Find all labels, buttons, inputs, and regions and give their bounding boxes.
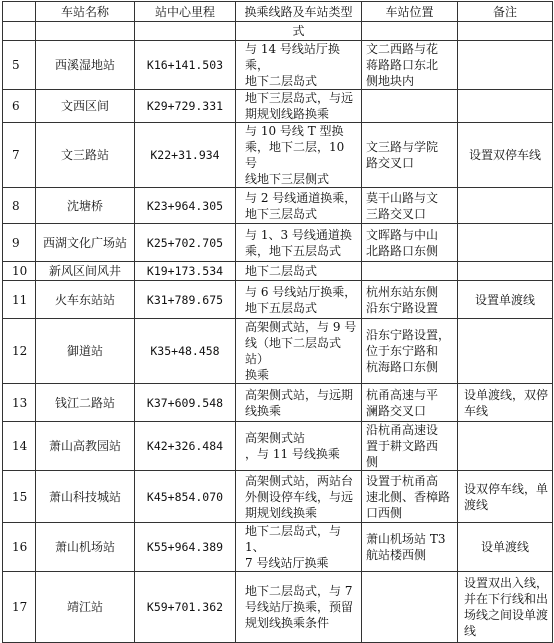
station-note — [458, 471, 553, 523]
station-mileage-text: K59+701.362 — [146, 600, 224, 614]
station-mileage-text: K22+31.934 — [150, 148, 220, 162]
station-position — [362, 523, 458, 572]
station-note-text: 设置单渡线 — [474, 292, 535, 307]
header-name: 车站名称 — [36, 2, 135, 22]
station-name — [36, 281, 135, 319]
station-mileage — [135, 123, 236, 188]
station-number-text: 14 — [12, 439, 28, 453]
station-transfer-text: 地下二层岛式，与 7 号线站厅换乘，预留 规划线换乘条件 — [245, 584, 354, 630]
station-position — [362, 572, 458, 643]
station-name — [36, 422, 135, 471]
station-name — [36, 123, 135, 188]
station-number — [3, 572, 36, 643]
station-transfer — [236, 123, 362, 188]
table-row — [3, 422, 553, 471]
station-mileage-text: K16+141.503 — [146, 58, 224, 72]
station-transfer — [236, 281, 362, 319]
station-number-text: 12 — [12, 344, 28, 358]
header-row — [3, 2, 553, 22]
station-position — [362, 384, 458, 422]
station-mileage — [135, 384, 236, 422]
station-position-text: 沿东宁路设置， 位于东宁路和 杭海路口东侧 — [366, 328, 451, 374]
station-number-text: 7 — [12, 148, 20, 162]
table-row — [3, 41, 553, 90]
station-mileage — [135, 572, 236, 643]
continued-row — [3, 22, 553, 41]
station-position-text: 设置于杭甬高 速北侧、香樟路 口西侧 — [366, 473, 451, 520]
station-position-text: 杭甬高速与平 澜路交叉口 — [366, 387, 439, 418]
station-note — [458, 90, 553, 123]
station-note — [458, 224, 553, 262]
station-number-text: 17 — [12, 600, 28, 614]
station-name — [36, 319, 135, 384]
station-mileage — [135, 319, 236, 384]
station-transfer — [236, 224, 362, 262]
station-number — [3, 319, 36, 384]
station-note-text: 设置双停车线 — [468, 148, 541, 162]
station-name — [36, 90, 135, 123]
table-row — [3, 123, 553, 188]
table-row — [3, 572, 553, 643]
header-transfer: 换乘线路及车站类型 — [236, 2, 362, 22]
station-transfer-text: 高架侧式站，两站台 外侧设停车线，与远 期规划线换乘 — [245, 473, 354, 520]
station-name-text: 钱江二路站 — [54, 395, 115, 410]
station-transfer-text: 高架侧式站，与 9 号 线（地下二层岛式站） 换乘 — [245, 320, 357, 382]
station-name — [36, 572, 135, 643]
station-note-text: 设置双出入线， 并在下行线和出 场线之间设单渡 线 — [464, 576, 549, 638]
station-position — [362, 319, 458, 384]
station-mileage-text: K23+964.305 — [146, 198, 224, 213]
station-mileage-text: K37+609.548 — [146, 395, 224, 410]
station-name — [36, 188, 135, 224]
station-position — [362, 471, 458, 523]
station-name — [36, 384, 135, 422]
station-position — [362, 41, 458, 90]
station-transfer-text: 与 6 号线站厅换乘， 地下五层岛式 — [245, 284, 357, 315]
table-row — [3, 224, 553, 262]
station-mileage-text: K42+326.484 — [146, 439, 224, 453]
station-name-text: 文西区间 — [60, 99, 109, 113]
station-note-text: 设单渡线 — [480, 540, 529, 554]
station-number-text: 10 — [12, 264, 28, 278]
table-row — [3, 281, 553, 319]
station-table — [2, 1, 553, 643]
station-position — [362, 123, 458, 188]
station-name — [36, 471, 135, 523]
station-note — [458, 572, 553, 643]
station-number — [3, 262, 36, 281]
continued-transfer: 式 — [236, 22, 362, 41]
station-position-text: 文三路与学院 路交叉口 — [366, 140, 439, 170]
station-note — [458, 123, 553, 188]
table-row — [3, 188, 553, 224]
station-mileage — [135, 262, 236, 281]
station-position — [362, 422, 458, 471]
station-name-text: 萧山高教园站 — [48, 439, 121, 453]
station-name — [36, 41, 135, 90]
station-note — [458, 262, 553, 281]
station-mileage-text: K55+964.389 — [146, 540, 224, 554]
station-name-text: 萧山科技城站 — [48, 489, 121, 504]
table-row — [3, 90, 553, 123]
station-note — [458, 281, 553, 319]
station-mileage — [135, 422, 236, 471]
station-transfer — [236, 422, 362, 471]
station-transfer-text: 与 2 号线通道换乘， 地下三层岛式 — [245, 190, 357, 221]
station-name-text: 靖江站 — [66, 600, 103, 614]
station-note — [458, 319, 553, 384]
station-position — [362, 90, 458, 123]
station-number — [3, 384, 36, 422]
station-number-text: 5 — [12, 58, 20, 72]
station-position — [362, 188, 458, 224]
station-name-text: 沈塘桥 — [66, 198, 103, 213]
station-number-text: 16 — [12, 540, 28, 554]
station-position-text: 杭州东站东侧 沿东宁路设置 — [366, 284, 439, 315]
station-number — [3, 281, 36, 319]
station-name-text: 西湖文化广场站 — [42, 235, 127, 250]
station-transfer-text: 高架侧式站，与远期 线换乘 — [245, 387, 354, 418]
station-number-text: 15 — [12, 489, 28, 504]
station-mileage — [135, 224, 236, 262]
header-no — [3, 2, 36, 22]
station-mileage — [135, 90, 236, 123]
station-number — [3, 90, 36, 123]
station-mileage — [135, 188, 236, 224]
header-position: 车站位置 — [362, 2, 458, 22]
station-number — [3, 523, 36, 572]
station-transfer — [236, 90, 362, 123]
station-note — [458, 523, 553, 572]
station-mileage — [135, 281, 236, 319]
station-transfer-text: 地下二层岛式 — [245, 264, 318, 278]
station-name-text: 文三路站 — [60, 148, 109, 162]
station-transfer-text: 与 14 号线站厅换乘， 地下二层岛式 — [245, 42, 340, 88]
station-name-text: 火车东站站 — [54, 292, 115, 307]
station-mileage-text: K19+173.534 — [146, 264, 224, 278]
station-position-text: 莫干山路与文 三路交叉口 — [366, 190, 439, 221]
station-name — [36, 262, 135, 281]
station-transfer — [236, 523, 362, 572]
header-note: 备注 — [458, 2, 553, 22]
station-note — [458, 41, 553, 90]
station-transfer — [236, 262, 362, 281]
table-row — [3, 384, 553, 422]
header-mileage: 站中心里程 — [135, 2, 236, 22]
station-number — [3, 471, 36, 523]
station-note-text: 设双停车线，单 渡线 — [464, 481, 549, 512]
station-transfer — [236, 188, 362, 224]
station-transfer — [236, 572, 362, 643]
station-mileage-text: K35+48.458 — [150, 344, 220, 358]
station-number — [3, 422, 36, 471]
station-transfer — [236, 319, 362, 384]
station-position — [362, 262, 458, 281]
station-name-text: 御道站 — [66, 344, 103, 358]
table-row — [3, 523, 553, 572]
station-number-text: 9 — [12, 235, 20, 250]
station-mileage — [135, 41, 236, 90]
station-position — [362, 224, 458, 262]
station-number-text: 6 — [12, 99, 20, 113]
station-position-text: 文晖路与中山 北路路口东侧 — [366, 227, 439, 258]
station-mileage — [135, 471, 236, 523]
station-number — [3, 224, 36, 262]
station-name — [36, 523, 135, 572]
station-name-text: 新风区间风井 — [48, 264, 121, 278]
station-mileage — [135, 523, 236, 572]
station-mileage-text: K45+854.070 — [146, 489, 224, 504]
station-position-text: 文二西路与花 蒋路路口东北 侧地块内 — [366, 42, 439, 88]
station-mileage-text: K31+789.675 — [146, 292, 224, 307]
station-number — [3, 41, 36, 90]
station-note — [458, 384, 553, 422]
station-transfer-text: 与 1、3 号线通道换 乘，地下五层岛式 — [245, 227, 352, 258]
station-position — [362, 281, 458, 319]
station-name-text: 西溪湿地站 — [54, 58, 115, 72]
station-position-text: 沿杭甬高速设 置于耕文路西 侧 — [366, 423, 439, 469]
station-note-text: 设单渡线，双停 车线 — [464, 387, 549, 418]
station-transfer-text: 与 10 号线 T 型换 乘，地下二层，10 号 线地下三层侧式 — [245, 124, 345, 186]
station-name-text: 萧山机场站 — [54, 540, 115, 554]
table-row — [3, 319, 553, 384]
station-mileage-text: K29+729.331 — [146, 99, 224, 113]
station-transfer-text: 高架侧式站 ，与 11 号线换乘 — [245, 431, 340, 461]
table-row — [3, 262, 553, 281]
station-number — [3, 123, 36, 188]
station-transfer — [236, 41, 362, 90]
station-number-text: 8 — [12, 198, 20, 213]
station-note — [458, 188, 553, 224]
station-position-text: 萧山机场站 T3 航站楼西侧 — [366, 532, 446, 562]
station-transfer — [236, 384, 362, 422]
station-number-text: 13 — [12, 395, 28, 410]
station-number-text: 11 — [12, 292, 28, 307]
station-name — [36, 224, 135, 262]
station-mileage-text: K25+702.705 — [146, 235, 224, 250]
table-row — [3, 471, 553, 523]
station-number — [3, 188, 36, 224]
station-transfer-text: 地下二层岛式，与 1、 7 号线站厅换乘 — [245, 524, 342, 570]
station-note — [458, 422, 553, 471]
station-transfer-text: 地下三层岛式，与远 期规划线路换乘 — [245, 91, 354, 121]
station-transfer — [236, 471, 362, 523]
